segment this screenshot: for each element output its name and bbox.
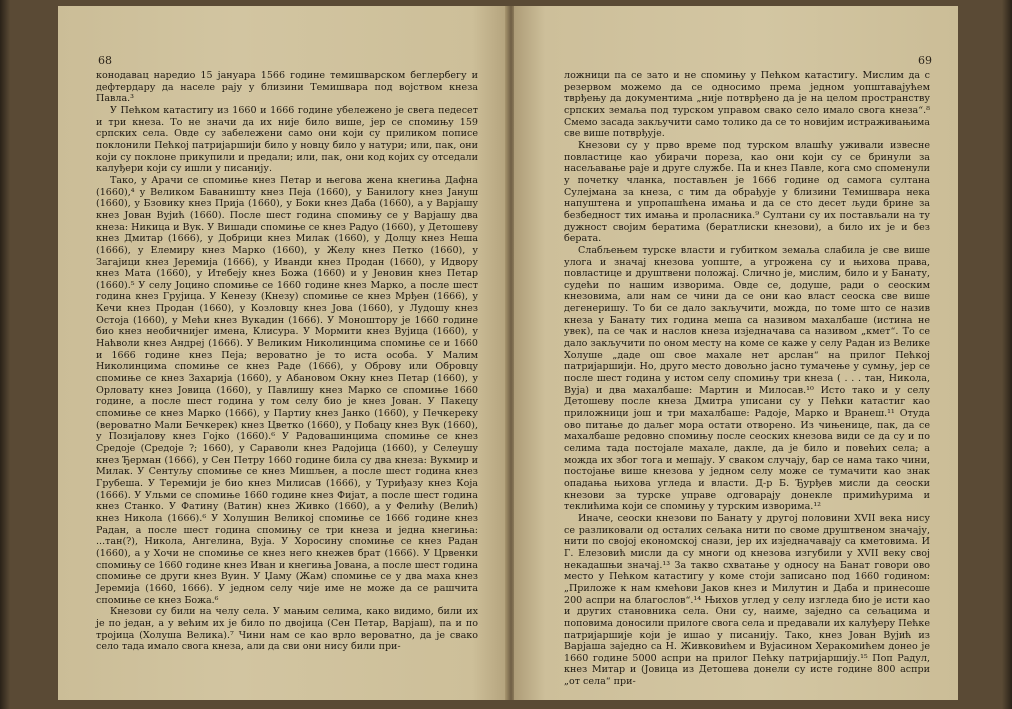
paragraph: Слабљењем турске власти и губитком земаља слабила је све више улога и значај кнезова уопште, а угрожена су и њихова права, повластице и друштвени положај. Слично је, мислим, било и у Банату, судећи по нашим изворима. Овде се, додуше, ради о сеоским кнезовима, али нам се чини да се они као власт сеоска све више дегенеришу. То би се дало закључити, можда, по томе што се назив кнеза у Банату тих година меша са називом махалбаше (истина не увек), па се чак и наслов кнеза изједначава са називом „кмет“. То се дало закључити по оном месту на коме се каже у селу Радан из Велике Холуше „даде ош свое махале нет арслан“ на прилог Пећкој патријаршији. Но, друго место довољно јасно тумачење у сумњу, јер се после шест година у истом селу спомињу три кнеза ( . . . тан, Никола, Вуја) и два махалбаше: Мартин и Милосав.¹⁰ Исто тако и у селу Детошеву после кнеза Дмитра уписани су у Пећки катастиг као приложници још и три махалбаше: Радоје, Марко и Вранеш.¹¹ Отуда ово питање до даљег мора остати отворено. Из чињенице, пак, да се махалбаше редовно спомињу после сеоских кнезова види се да су и по селима тада постојале махале, дакле, да је било и повећих села; а можда их због тога и мешају. У сваком случају, бар се нама тако чини, постојање више кнезова у једном селу може се тумачити као знак опадања њихова угледа и власти. Д-р Б. Ђурђев мисли да сеоски кнезови за турске управе одговарају донекле примићурима и теклићима који се спомињу у турским изворима.¹² — [564, 244, 930, 513]
paragraph: ложници па се зато и не спомињу у Пећком катастигу. Мислим да с резервом можемо да се односимо према једном уопштавајућем тврђењу да документима „није потврђено да је на целом пространству српских земаља под турском управом свако село имало свога кнеза“.⁸ Смемо засада закључити само толико да се то новијим истраживањима све више потврђује. — [564, 70, 930, 140]
page-body — [96, 70, 478, 653]
right-page — [514, 6, 958, 700]
page-number: 69 — [918, 54, 932, 67]
paragraph: У Пећком катастигу из 1660 и 1666 године убележено је свега педесет и три кнеза. То не значи да их није било више, јер се спомињу 159 српских села. Овде су забележени само они који су приликом пописе поклонили Пећкој патријаршији било у новцу било у натури; или, пак, они који су поклоне прикупили и предали; или, пак, они код којих су отседали калуђери који су ишли у писанију. — [96, 104, 478, 175]
paragraph: Иначе, сеоски кнезови по Банату у другој половини XVII века нису се разликовали од осталих сељака нити по своме друштвеном значају, нити по својој економској снази, јер их изједначавају са кметовима. И Г. Елезовић мисли да су многи од кнезова изгубили у XVII веку свој некадашњи значај.¹³ За такво схватање у односу на Банат говори ово место у Пећком катастигу у коме стоји записано под 1660 годином: „Приложе к нам кмећови Јаков кнез и Милутин и Даба и принесоше 200 аспри на благослов“.¹⁴ Њихов углед у селу изгледа био је исти као и других становника села. Они су, наиме, заједно са сељацима и поповима доносили прилоге свога села и предавали их калуђеру Пећке патријаршије који је ишао у писанију. Тако, кнез Јован Вујић из Варјаша заједно са Н. Живковићем и Вујасином Херакомићем донео је 1660 године 5000 аспри на прилог Пећку патријаршију.¹⁵ Поп Радул, кнез Митар и (Јовица из Детошева донели су исте године 800 аспри „от села“ при- — [564, 512, 930, 688]
paragraph: Кнезови су били на челу села. У мањим селима, како видимо, били их је по један, а у већим их је било по двојица (Сен Петар, Варјаш), па и по тројица (Холуша Велика).⁷ Чини нам се као врло вероватно, да је свако село тада имало свога кнеза, али да сви они нису били при- — [96, 606, 478, 653]
page-number: 68 — [98, 54, 112, 67]
paragraph: конодавац наредио 15 јануара 1566 године темишварском беглербегу и дефтердару да населе рају у близини Темишвара под војством кнеза Павла.³ — [96, 70, 478, 105]
left-page — [58, 6, 508, 700]
paragraph: Тако, у Арачи се спомиње кнез Петар и његова жена кнегиња Дафна (1660),⁴ у Великом Бавaништу кнез Пеја (1660), у Банилогу кнез Јануш (1660), у Бзовику кнез Прија (1660), у Боки кнез Даба (1660), а у Варјашу кнез Јован Вујић (1660). После шест година спомињу се у Варјашу два кнеза: Никица и Вук. У Вишади спомиње се кнез Радуо (1660), у Детошеву кнез Дмитар (1666), у Добрици кнез Милак (1660), у Долцу кнез Неша (1666), у Елемиру кнез Марко (1660), у Желу кнез Петко (1660), у Загајици кнез Јеремија (1666), у Иванди кнез Продан (1660), у Идвору кнез Мата (1660), у Итебеју кнез Божа (1660) и у Јеновин кнез Петар (1660).⁵ У селу Јоцино спомиње се 1660 године кнез Марко, а после шест година кнез Грујица. У Кенезу (Кнезу) спомиње се кнез Мрђен (1666), у Кечи кнез Продан (1660), у Козловцу кнез Јова (1660), у Лудошу кнез Остоја (1660), у Мећи кнез Вукадин (1666). У Моноштору је 1660 године био кнез необичниjег имена, Клисура. У Мормити кнез Вујица (1660), у Наћволи кнез Андреј (1666). У Великим Николинцима спомиње се и 1660 и 1666 године кнез Пеја; вероватно је то иста особа. У Малим Николинцима спомиње се кнез Раде (1666), у Оброву или Обровцу спомиње се кнез Захарија (1660), у Абановом Окну кнез Петар (1660), у Орловату кнез Јовица (1660), у Павлишу кнез Марко се спомиње 1660 године, а после шест година у том селу био је кнез Јован. У Пакецу спомиње се кнез Марко (1666), у Партиу кнез Јанко (1660), у Печкереку (вероватно Мали Бечкерек) кнез Цветко (1660), у Побацу кнез Вук (1660), у Позиjалову кнез Гојко (1660).⁶ У Радовашинцима спомиње се кнез Средоје (Средоје ?; 1660), у Сараволи кнез Радојица (1660), у Селеушу кнез Ђерман (1666), у Сен Петру 1660 године била су два кнеза: Вукмир и Милак. У Сентуљу спомиње се кнез Мишљен, а после шест година кнез Грубеша. У Теремији је био кнез Милисав (1666), у Туриђазу кнез Која (1666). У Ульми се спомиње 1660 године кнез Фијат, а после шест година кнез Станко. У Фатину (Ватин) кнез Живко (1660), а у Фелићу (Велић) кнез Никола (1666).⁶ У Холушин Великој спомиње се 1666 године кнез Радан, а после шест година спомињу се три кнеза и једна кнегиња: ...тан(?), Никола, Ангелина, Вуја. У Хоросину спомиње се кнез Радан (1660), а у Хочи не спомиње се кнез него кнежев брат (1666). У Црвенки спомињу се 1660 године кнез Иван и кнегиња Јована, а после шест година спомиње се други кнез Вуин. У Џаму (Жам) спомиње се у два маха кнез Јеремија (1660, 1666). У једном селу чије име не може да се рашчита спомиње се кнез Божа.⁶ — [96, 174, 478, 606]
page-body — [564, 70, 930, 688]
paragraph: Кнезови су у прво време под турском влашћу уживали извесне повластице као убирачи пореза, као они који су се бринули за насељавање раје и друге службе. Па и кнез Павле, кога смо споменули у почетку чланка, постављен је 1666 године од самога султана Сулејмана за кнеза, с тим да обрађује у близини Темишвара нека напуштена и упропашћена имања и да се сто десет људи брине за безбедност тих имања и проласника.⁹ Султани су их постављали на ту дужност својим бератима (бератлиски кнезови), а било их је и без берата. — [564, 139, 930, 245]
